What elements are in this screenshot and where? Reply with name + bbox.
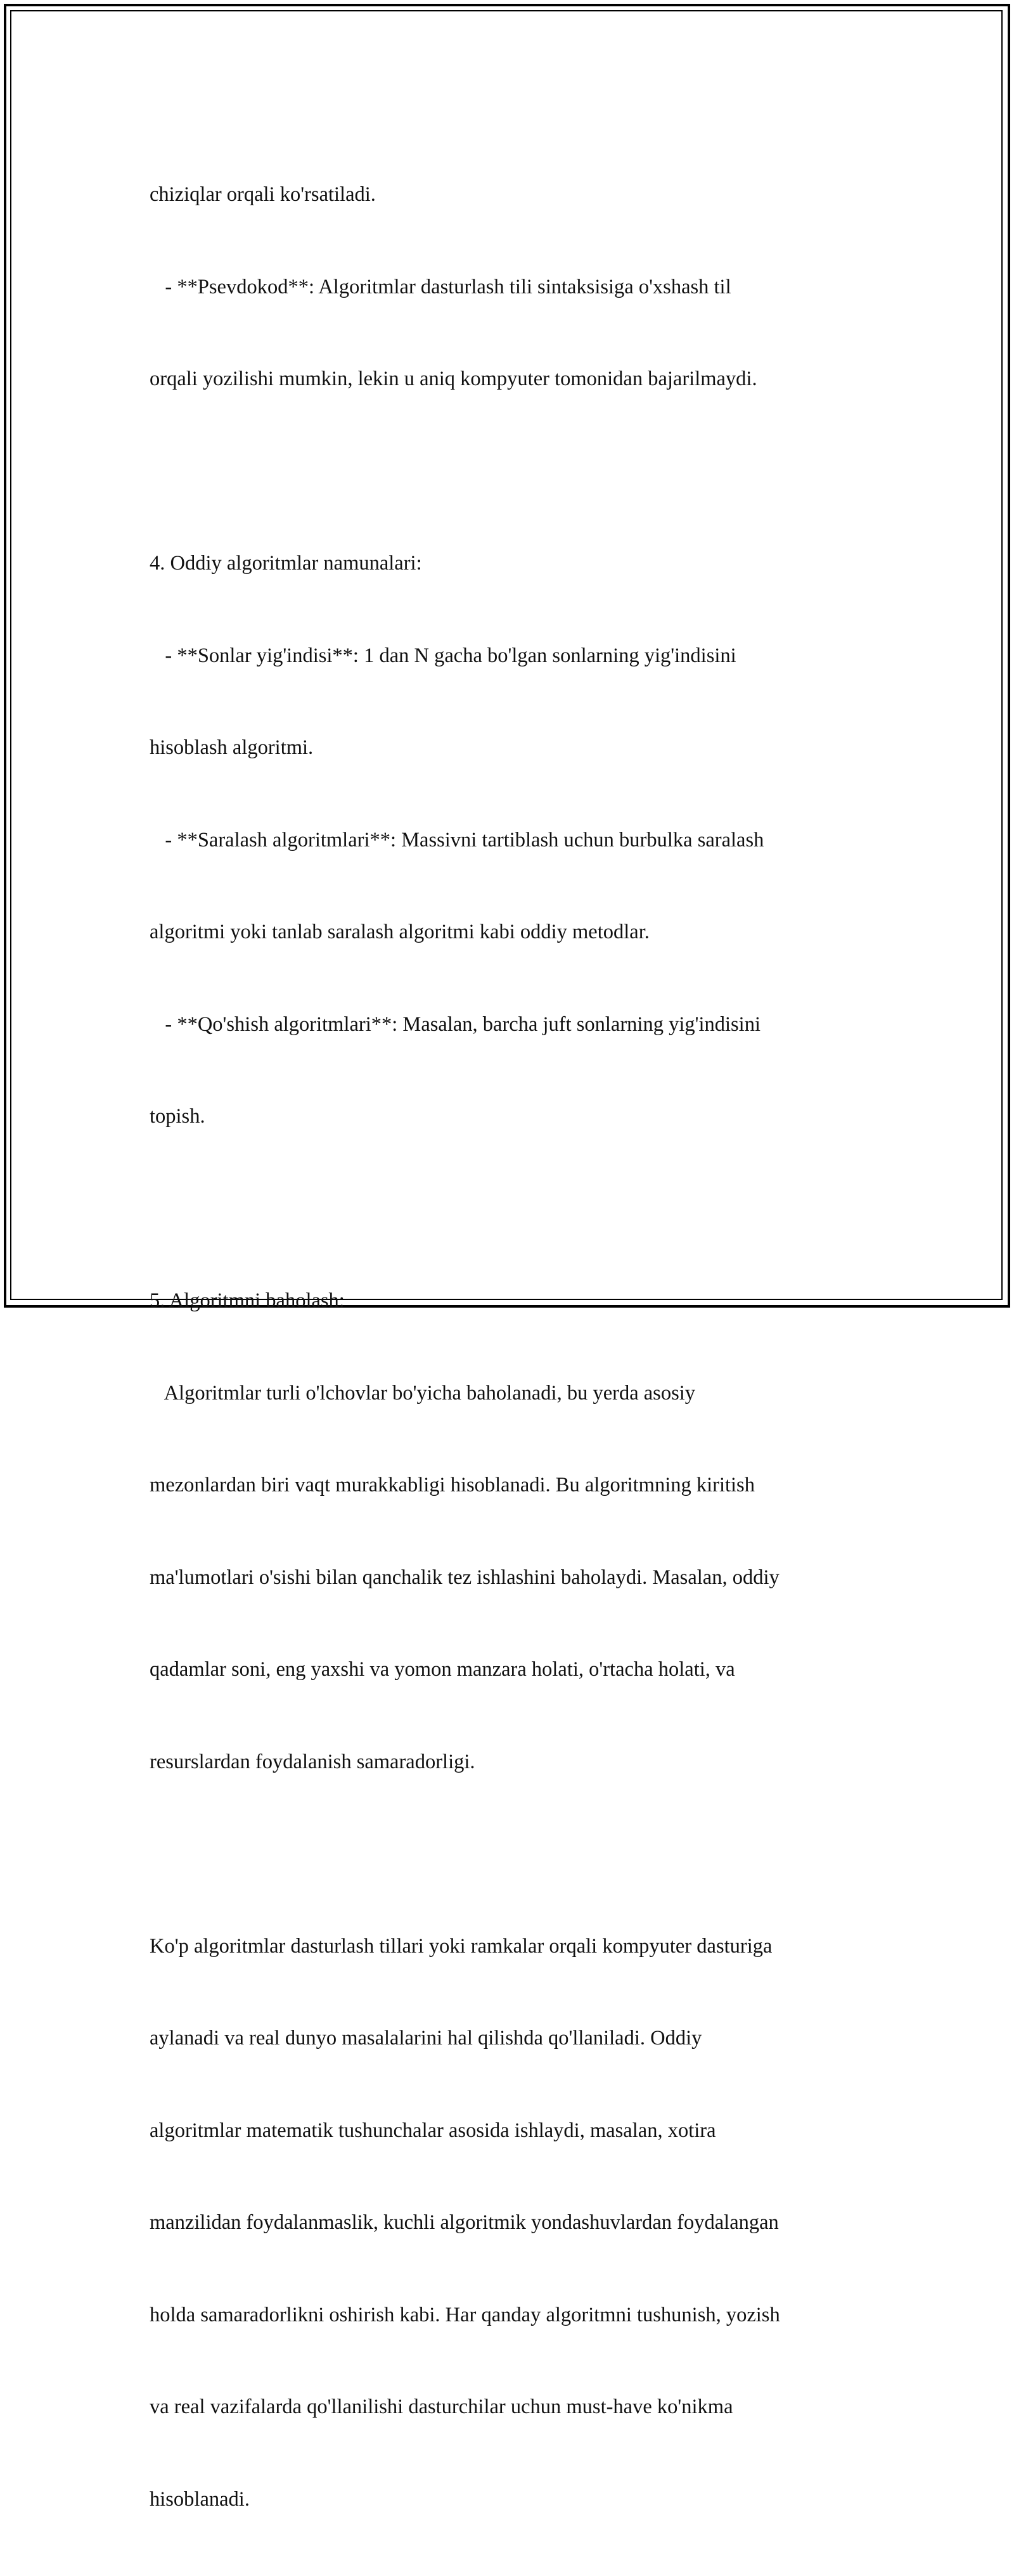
text-line: Algoritmlar turli o'lchovlar bo'yicha baholanadi, bu yerda asosiy bbox=[150, 1378, 866, 1409]
section-heading: 4. Oddiy algoritmlar namunalari: bbox=[150, 548, 866, 579]
section-5 bbox=[150, 1224, 866, 1839]
text-line: orqali yozilishi mumkin, lekin u aniq kompyuter tomonidan bajarilmaydi. bbox=[150, 364, 866, 395]
section-heading: 5. Algoritmni baholash: bbox=[150, 1285, 866, 1317]
text-line: Ko'p algoritmlar dasturlash tillari yoki ramkalar orqali kompyuter dasturiga bbox=[150, 1931, 866, 1962]
text-line: mezonlardan biri vaqt murakkabligi hisoblanadi. Bu algoritmning kiritish bbox=[150, 1470, 866, 1501]
text-line: hisoblanadi. bbox=[150, 2484, 866, 2515]
text-line: topish. bbox=[150, 1101, 866, 1132]
text-line: va real vazifalarda qo'llanilishi dasturchilar uchun must-have ko'nikma bbox=[150, 2392, 866, 2423]
text-line: algoritmlar matematik tushunchalar asosida ishlaydi, masalan, xotira bbox=[150, 2115, 866, 2146]
conclusion-paragraph bbox=[150, 1870, 866, 2576]
text-line: - **Saralash algoritmlari**: Massivni tartiblash uchun burbulka saralash bbox=[150, 825, 866, 856]
section-4 bbox=[150, 487, 866, 1194]
paragraph-gap bbox=[150, 1194, 866, 1225]
text-line: qadamlar soni, eng yaxshi va yomon manzara holati, o'rtacha holati, va bbox=[150, 1654, 866, 1685]
text-line: - **Psevdokod**: Algoritmlar dasturlash tili sintaksisiga o'xshash til bbox=[150, 272, 866, 303]
text-line: holda samaradorlikni oshirish kabi. Har qanday algoritmni tushunish, yozish bbox=[150, 2300, 866, 2331]
text-line: algoritmi yoki tanlab saralash algoritmi kabi oddiy metodlar. bbox=[150, 917, 866, 948]
text-line: - **Sonlar yig'indisi**: 1 dan N gacha bo'lgan sonlarning yig'indisini bbox=[150, 641, 866, 672]
text-line: hisoblash algoritmi. bbox=[150, 732, 866, 763]
text-line: resurslardan foydalanish samaradorligi. bbox=[150, 1747, 866, 1778]
text-line: ma'lumotlari o'sishi bilan qanchalik tez ishlashini baholaydi. Masalan, oddiy bbox=[150, 1562, 866, 1593]
text-line: aylanadi va real dunyo masalalarini hal qilishda qo'llaniladi. Oddiy bbox=[150, 2023, 866, 2054]
text-line: manzilidan foydalanmaslik, kuchli algoritmik yondashuvlardan foydalangan bbox=[150, 2207, 866, 2238]
text-line: - **Qo'shish algoritmlari**: Masalan, barcha juft sonlarning yig'indisini bbox=[150, 1009, 866, 1040]
section-3-continuation bbox=[150, 118, 866, 456]
paragraph-gap bbox=[150, 1839, 866, 1870]
text-line: chiziqlar orqali ko'rsatiladi. bbox=[150, 179, 866, 210]
document-body bbox=[150, 118, 866, 2576]
paragraph-gap bbox=[150, 456, 866, 487]
